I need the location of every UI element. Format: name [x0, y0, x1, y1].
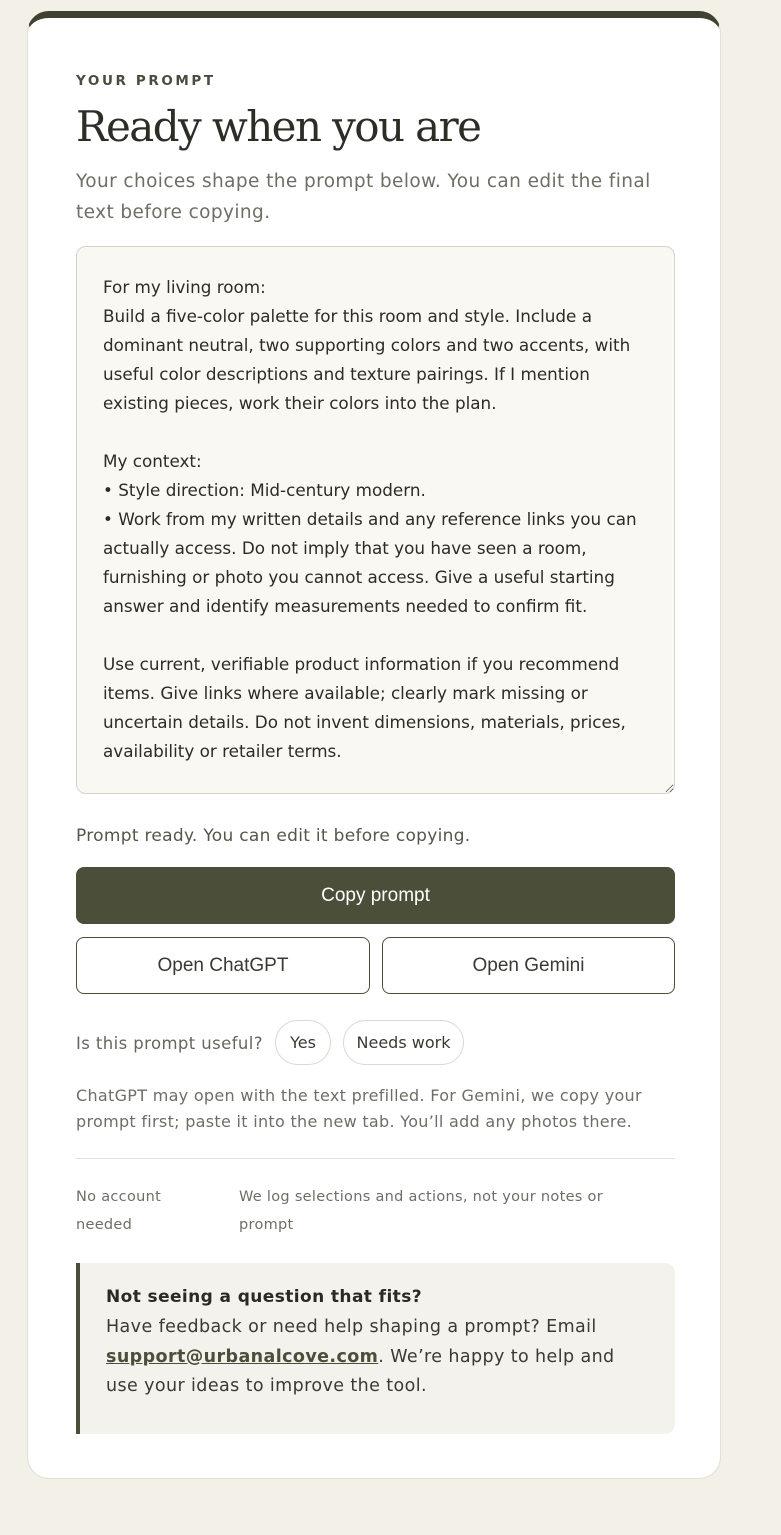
support-email-link[interactable]: support@urbanalcove.com [106, 1346, 379, 1367]
status-message: Prompt ready. You can edit it before copying. [76, 826, 471, 846]
divider [76, 1158, 675, 1159]
copy-prompt-button[interactable]: Copy prompt [76, 867, 675, 924]
help-text-after: . We’re happy to help and use your ideas to improve the tool. [106, 1346, 615, 1396]
feedback-yes-button[interactable]: Yes [275, 1020, 331, 1065]
prompt-textarea[interactable]: For my living room: Build a five-color palette for this room and style. Include a dominant neutral, two supporting colors and two accents, with useful color descriptions and texture pairings. If I mention existing pieces, work their colors into the plan. My context: • Style direction: Mid-century modern. • Work from my written details and any reference links you can actually access. Do not imply that you have seen a room, furnishing or photo you cannot access. Give a useful starting answer and identify measurements needed to confirm fit. Use current, verifiable product information if you recommend items. Give links where available; clearly mark missing or uncertain details. Do not invent dimensions, materials, prices, availability or retailer terms. [76, 246, 675, 794]
help-text-before: Have feedback or need help shaping a prompt? Email [106, 1317, 597, 1337]
page-title: Ready when you are [76, 102, 481, 151]
prompt-card [27, 11, 721, 1479]
help-body [106, 1313, 649, 1402]
feedback-needs-work-button[interactable]: Needs work [343, 1020, 464, 1065]
help-title: Not seeing a question that fits? [106, 1287, 422, 1307]
logging-note: We log selections and actions, not your notes or prompt [239, 1189, 603, 1233]
help-callout [76, 1263, 675, 1434]
open-gemini-button[interactable]: Open Gemini [382, 937, 675, 994]
open-behavior-note: ChatGPT may open with the text prefilled. For Gemini, we copy your prompt first; paste it into the new tab. You’ll add any photos there. [76, 1086, 642, 1131]
page-subtitle: Your choices shape the prompt below. You can edit the final text before copying. [76, 171, 651, 223]
feedback-question: Is this prompt useful? [76, 1034, 263, 1053]
open-chatgpt-button[interactable]: Open ChatGPT [76, 937, 370, 994]
section-eyebrow: YOUR PROMPT [76, 73, 216, 89]
no-account-note: No account needed [76, 1189, 162, 1233]
